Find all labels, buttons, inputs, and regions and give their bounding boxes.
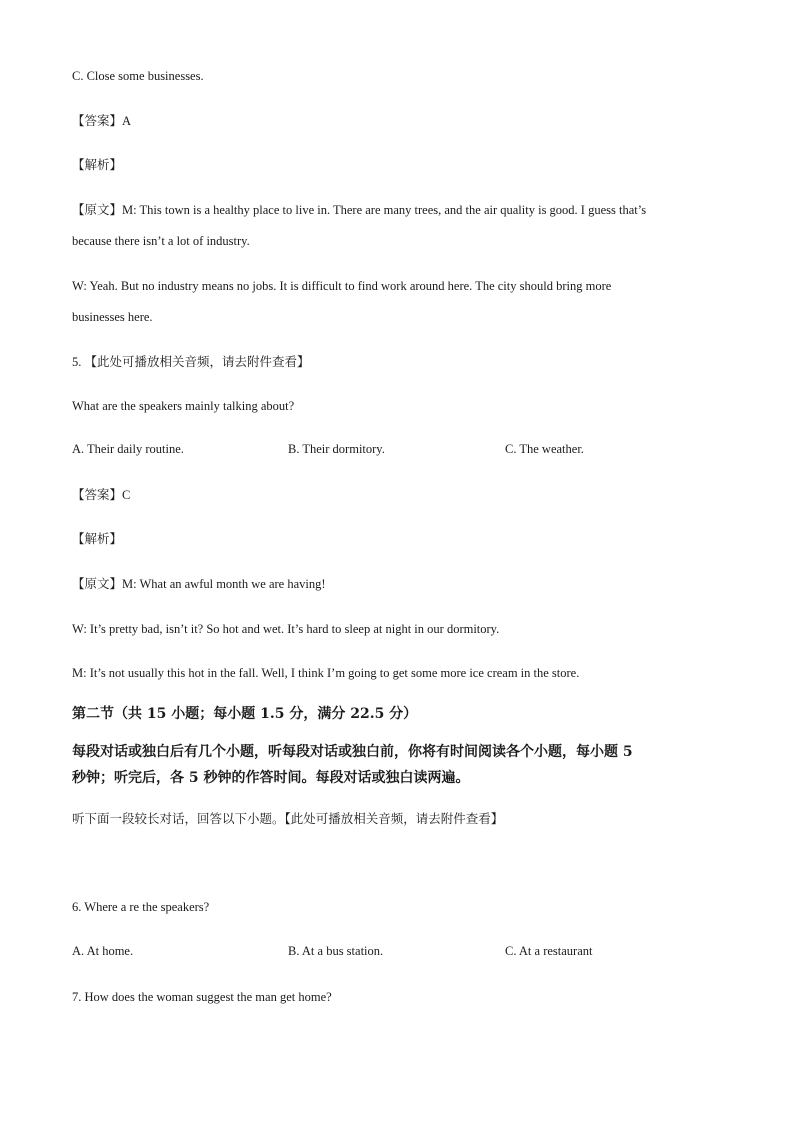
q5-transcript-line3: M: It’s not usually this hot in the fall. Well, I think I’m going to get some more ice cream in the store. (72, 666, 580, 680)
answer-tag: 【答案】 (72, 114, 123, 128)
answer-tag: 【答案】 (72, 488, 123, 502)
q5-option-b: B. Their dormitory. (288, 442, 385, 456)
q4-answer-line (72, 113, 131, 129)
q6-option-a: A. At home. (72, 944, 134, 958)
q5-option-a: A. Their daily routine. (72, 442, 184, 456)
q5-answer-line (72, 487, 130, 503)
answer-value: C (122, 488, 131, 502)
q6-option-b: B. At a bus station. (288, 944, 384, 958)
answer-value: A (122, 114, 132, 128)
q4-option-c: C. Close some businesses. (72, 69, 204, 83)
transcript-text: M: This town is a healthy place to live in. There are many trees, and the air quality is good. I guess that’s (122, 203, 647, 217)
q4-analysis-tag: 【解析】 (72, 158, 123, 172)
q5-option-c: C. The weather. (505, 442, 584, 456)
section2-instructions-line2: 秒钟；听完后，各 5 秒钟的作答时间。每段对话或独白读两遍。 (72, 770, 470, 786)
q5-transcript-line2: W: It’s pretty bad, isn’t it? So hot and wet. It’s hard to sleep at night in our dormitory. (72, 622, 500, 636)
q4-transcript-line3: W: Yeah. But no industry means no jobs. It is difficult to find work around here. The city should bring more (72, 279, 612, 293)
section2-title: 第二节（共 15 小题；每小题 1.5 分，满分 22.5 分） (72, 706, 418, 722)
q4-transcript-line1 (72, 202, 646, 218)
section2-listen-prompt: 听下面一段较长对话，回答以下小题。【此处可播放相关音频，请去附件查看】 (72, 812, 504, 826)
q7-question: 7. How does the woman suggest the man get home? (72, 990, 332, 1004)
transcript-text: M: What an awful month we are having! (122, 577, 326, 591)
q5-question: What are the speakers mainly talking about? (72, 399, 295, 413)
q5-analysis-tag: 【解析】 (72, 532, 123, 546)
q6-question: 6. Where a re the speakers? (72, 900, 210, 914)
transcript-tag: 【原文】 (72, 577, 123, 591)
q6-option-c: C. At a restaurant (505, 944, 593, 958)
q4-transcript-line4: businesses here. (72, 310, 153, 324)
section2-instructions-line1: 每段对话或独白后有几个小题，听每段对话或独白前，你将有时间阅读各个小题，每小题 5 (72, 744, 633, 760)
q4-transcript-line2: because there isn’t a lot of industry. (72, 234, 250, 248)
q5-transcript-line1 (72, 576, 326, 592)
q5-header: 5. 【此处可播放相关音频，请去附件查看】 (72, 355, 310, 369)
transcript-tag: 【原文】 (72, 203, 123, 217)
